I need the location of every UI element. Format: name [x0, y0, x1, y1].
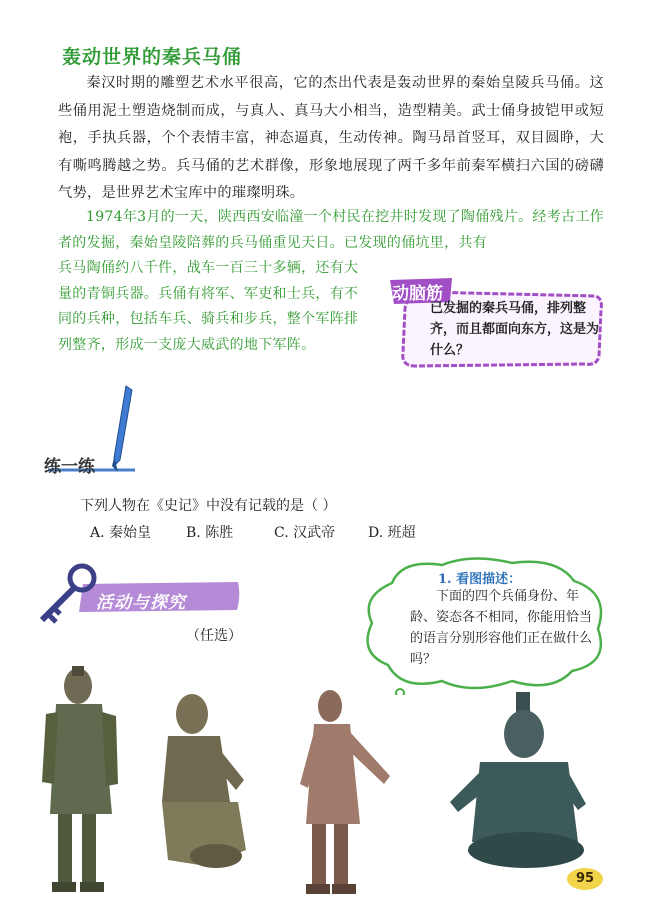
activity-optional: （任选） [186, 628, 242, 644]
discovery-paragraph-rest: 兵马陶俑约八千件，战车一百三十多辆，还有大量的青铜兵器。兵俑有将军、军吏和士兵，有不同的兵种，包括车兵、骑兵和步兵，整个军阵排列整齐，形成一支庞大威武的地下军阵。 [58, 260, 359, 353]
cloud-text: 下面的四个兵俑身份、年龄、姿态各不相同，你能用恰当的语言分别形容他们正在做什么吗？ [410, 589, 593, 667]
practice-options [90, 522, 448, 542]
page-number: 95 [567, 868, 603, 890]
section-title: 轰动世界的秦兵马俑 [62, 46, 243, 68]
practice-question: 下列人物在《史记》中没有记载的是（ ） [80, 498, 337, 514]
option-c: C. 汉武帝 [274, 525, 336, 541]
activity-label: 活动与探究 [96, 593, 186, 613]
cloud-title: 1. 看图描述： [438, 572, 522, 587]
kneeling-archer-figure [146, 690, 256, 876]
option-b: B. 陈胜 [186, 525, 234, 541]
practice-label: 练一练 [44, 457, 95, 477]
think-question: 已发掘的秦兵马俑，排列整齐，而且都面向东方，这是为什么？ [430, 301, 600, 358]
option-a: A. 秦始皇 [90, 525, 152, 541]
intro-paragraph: 秦汉时期的雕塑艺术水平很高，它的杰出代表是轰动世界的秦始皇陵兵马俑。这些俑用泥土塑造烧制而成，与真人、真马大小相当，造型精美。武士俑身披铠甲或短袍，手执兵器，个个表情丰富，神态逼真，生动传神。陶马昂首竖耳，双目圆睁，大有嘶鸣腾越之势。兵马俑的艺术群像，形象地展现了两千多年前秦军横扫六国的磅礴气势，是世界艺术宝库中的璀璨明珠。 [58, 75, 604, 201]
charioteer-figure [290, 684, 400, 898]
seated-official-figure [440, 692, 590, 874]
think-badge-label: 动脑筋 [392, 284, 443, 304]
key-icon [30, 562, 102, 628]
standing-warrior-figure [36, 664, 126, 896]
discovery-paragraph-line: 1974年3月的一天，陕西西安临潼一个村民在挖井时发现了陶俑残片。经考古工作者的发掘，秦始皇陵陪葬的兵马俑重见天日。已发现的俑坑里，共有 [58, 209, 604, 251]
option-d: D. 班超 [368, 525, 416, 541]
